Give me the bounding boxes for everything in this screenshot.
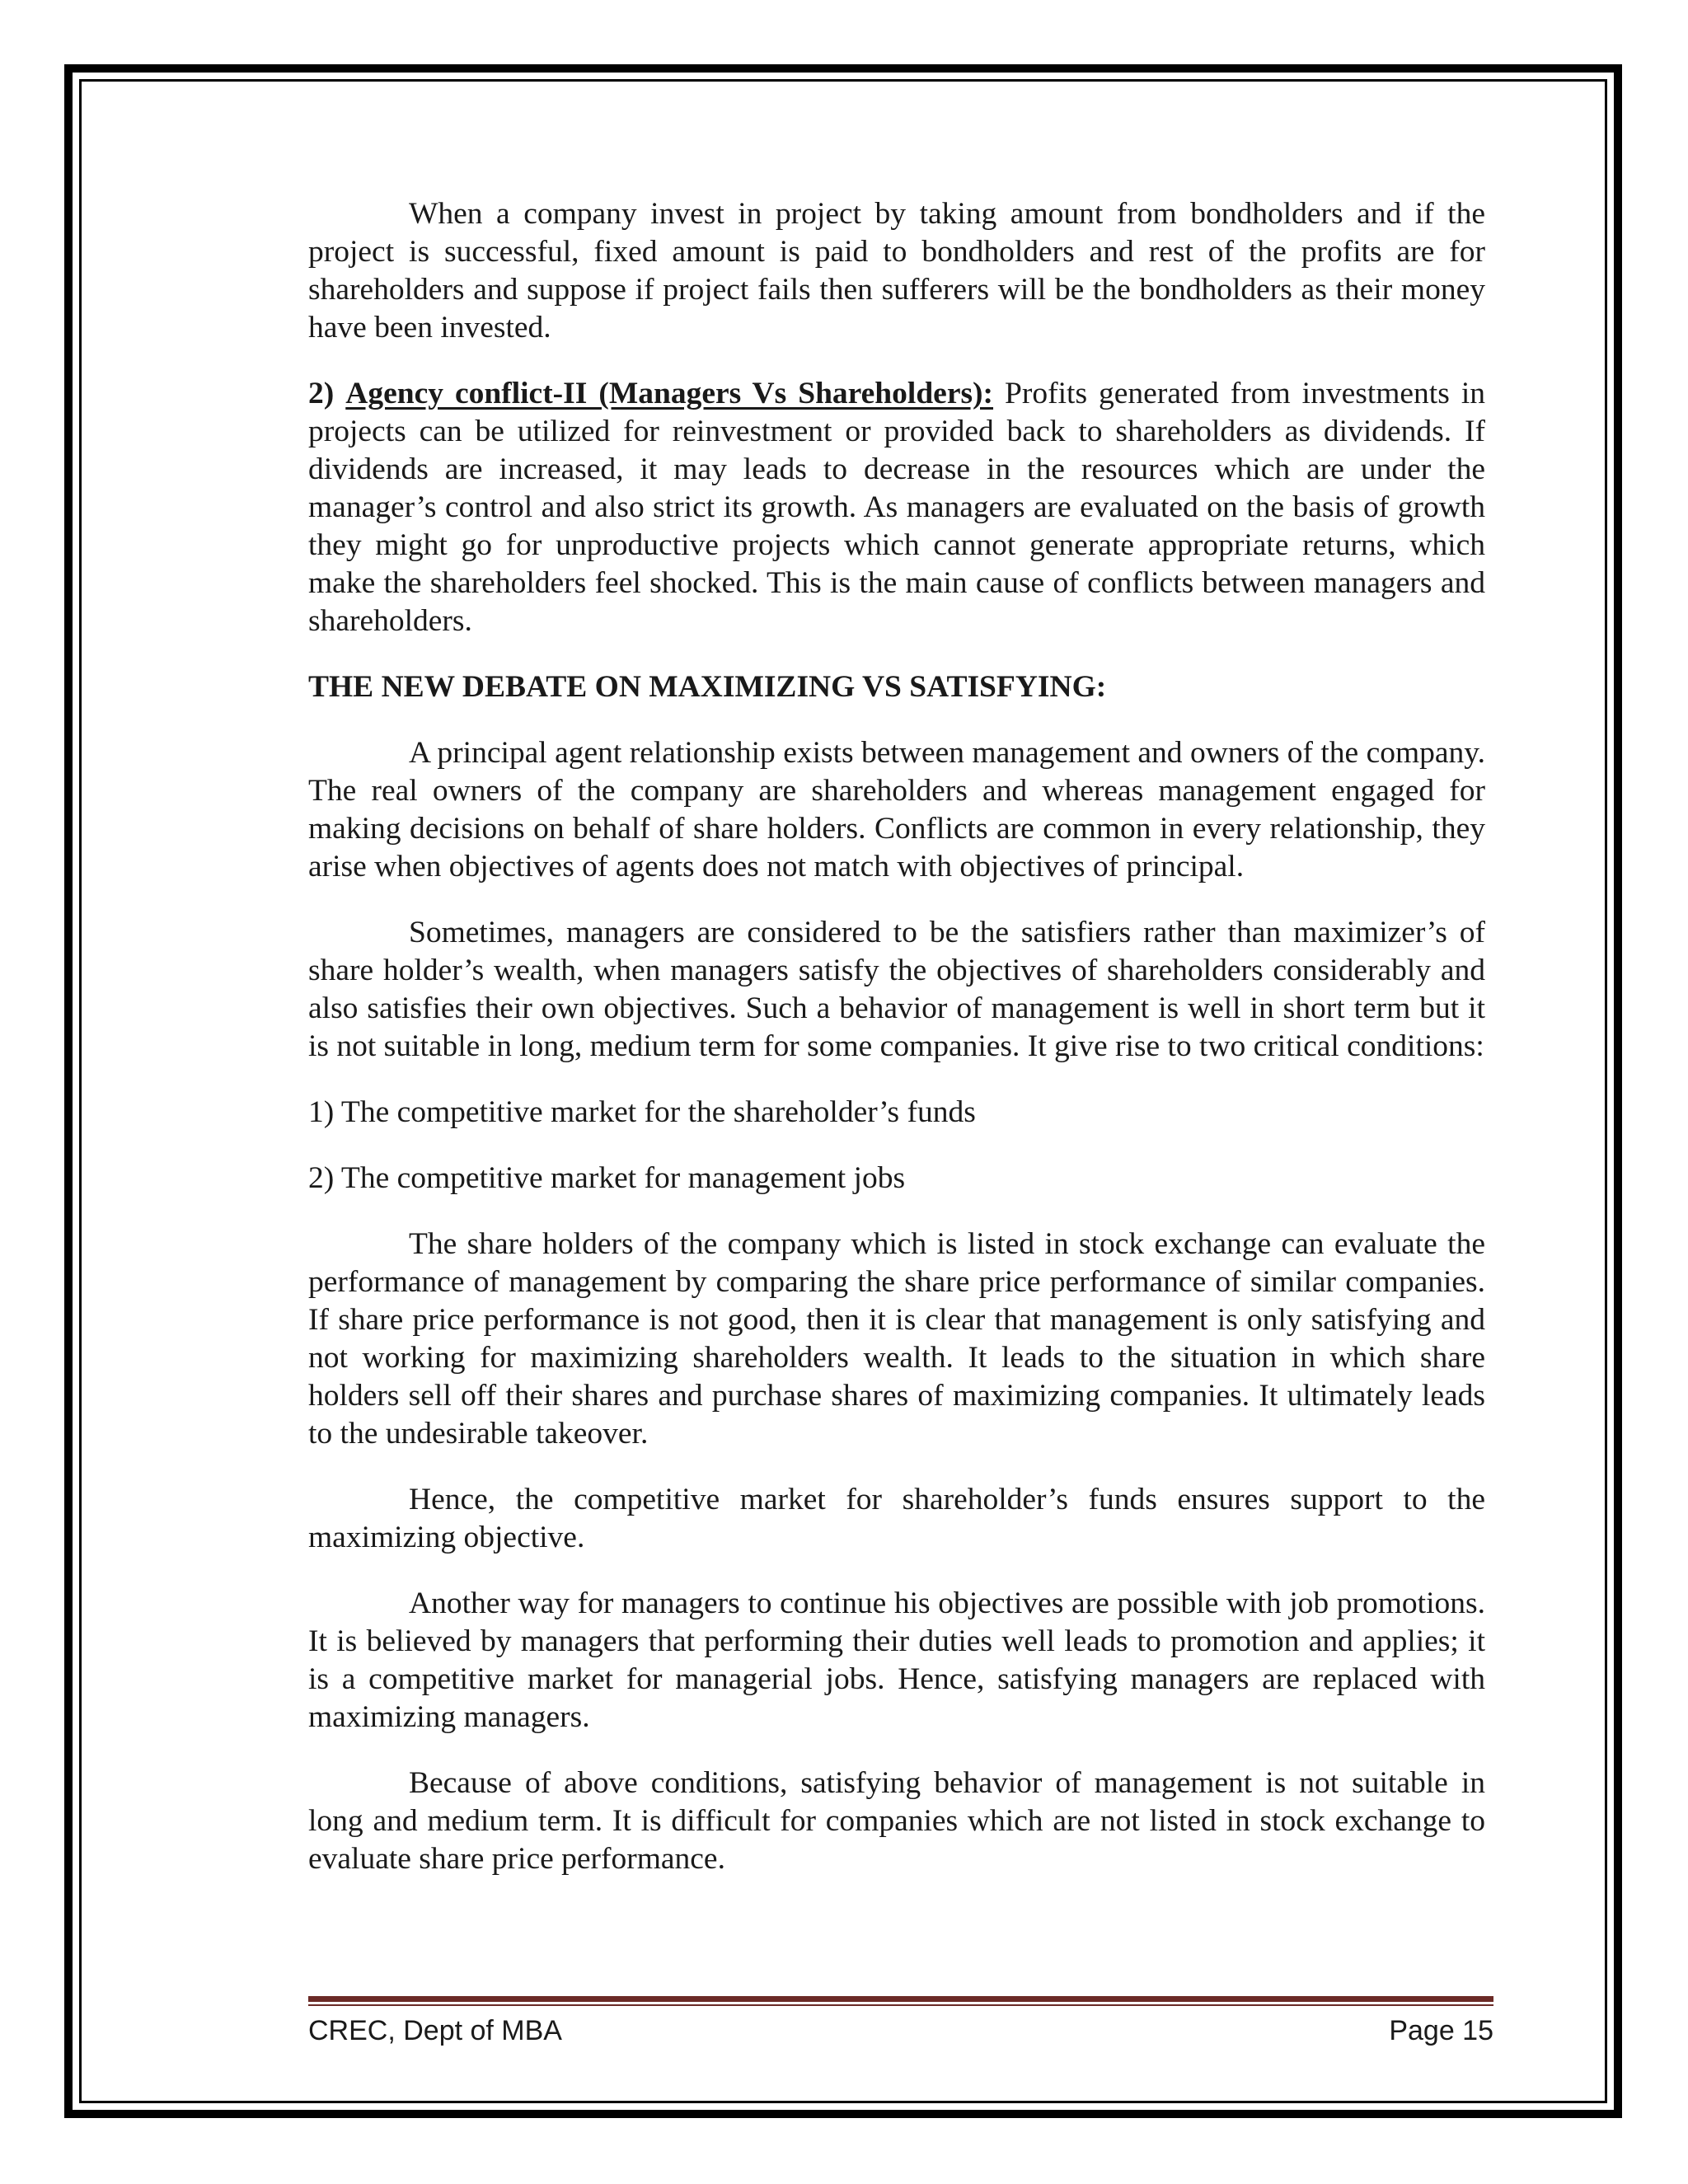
section-heading: THE NEW DEBATE ON MAXIMIZING VS SATISFYING: bbox=[308, 670, 1107, 704]
paragraph-stock-exchange: The share holders of the company which is listed in stock exchange can evaluate the performance of management by comparing the share price performance of similar companies. If share price performance is not good, then it is clear that management is only satisfying and not working for maximizing shareholders wealth. It leads to the situation in which share holders sell off their shares and purchase shares of maximizing companies. It ultimately leads to the undesirable takeover. bbox=[308, 1227, 1485, 1451]
paragraph-principal-agent: A principal agent relationship exists between management and owners of the company. The real owners of the company are shareholders and whereas management engaged for making decisions on behalf of share holders. Conflicts are common in every relationship, they arise when objectives of agents does not match with objectives of principal. bbox=[308, 736, 1485, 883]
agency-body: Profits generated from investments in projects can be utilized for reinvestment or provided back to shareholders as dividends. If dividends are increased, it may leads to decrease in the resources which are under the manager’s control and also strict its growth. As managers are evaluated on the basis of growth they might go for unproductive projects which cannot generate appropriate returns, which make the shareholders feel shocked. This is the main cause of conflicts between managers and shareholders. bbox=[308, 377, 1485, 638]
agency-number: 2) bbox=[308, 377, 335, 410]
footer-department: CREC, Dept of MBA bbox=[308, 2015, 562, 2046]
page-content bbox=[308, 195, 1485, 1906]
paragraph-promotions: Another way for managers to continue his objectives are possible with job promotions. It is believed by managers that performing their duties well leads to promotion and applies; it is a competitive market for managerial jobs. Hence, satisfying managers are replaced with maximizing managers. bbox=[308, 1586, 1485, 1734]
paragraph-bondholders: When a company invest in project by taking amount from bondholders and if the project is successful, fixed amount is paid to bondholders and rest of the profits are for shareholders and suppose if project fails then sufferers will be the bondholders as their money have been invested. bbox=[308, 197, 1485, 344]
footer-page-number: Page 15 bbox=[1389, 2015, 1493, 2046]
paragraph-agency-conflict bbox=[308, 375, 1485, 640]
footer-rule-thin bbox=[308, 2004, 1493, 2006]
page-footer bbox=[308, 2013, 1493, 2049]
paragraph-satisfiers: Sometimes, managers are considered to be the satisfiers rather than maximizer’s of share holder’s wealth, when managers satisfy the objectives of shareholders considerably and also satisfies their own objectives. Such a behavior of management is well in short term but it is not suitable in long, medium term for some companies. It give rise to two critical conditions: bbox=[308, 916, 1485, 1063]
list-item-shareholder-funds: 1) The competitive market for the shareholder’s funds bbox=[308, 1095, 976, 1129]
agency-title: Agency conflict-II (Managers Vs Shareholders): bbox=[345, 377, 994, 410]
footer-rule bbox=[308, 1996, 1493, 2002]
list-item-management-jobs: 2) The competitive market for management jobs bbox=[308, 1161, 906, 1195]
paragraph-conclusion: Because of above conditions, satisfying behavior of management is not suitable in long and medium term. It is difficult for companies which are not listed in stock exchange to evaluate share price performance. bbox=[308, 1766, 1485, 1876]
paragraph-hence: Hence, the competitive market for shareholder’s funds ensures support to the maximizing objective. bbox=[308, 1483, 1485, 1554]
